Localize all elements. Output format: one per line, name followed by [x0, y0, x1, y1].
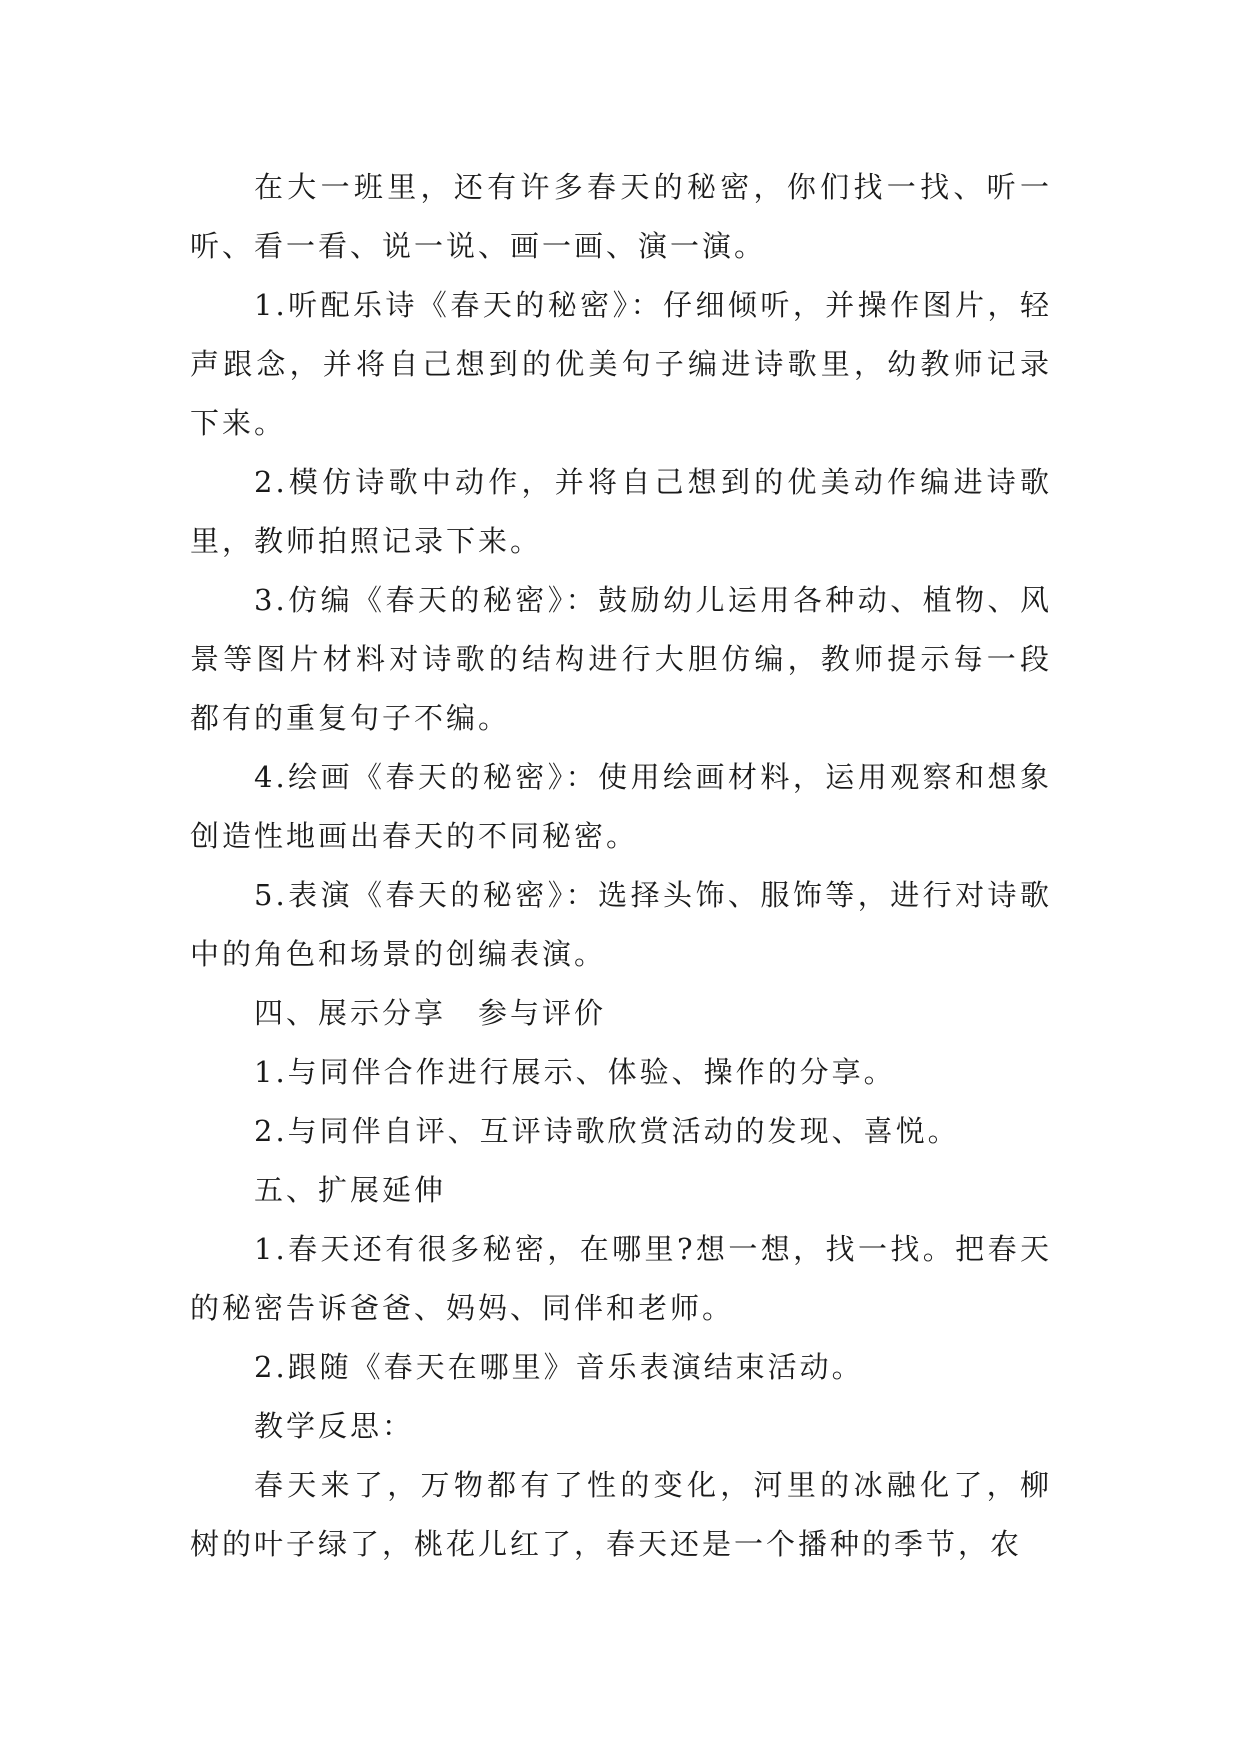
paragraph-reflection: 春天来了，万物都有了性的变化，河里的冰融化了，柳树的叶子绿了，桃花儿红了，春天还是一个播种的季节，农	[190, 1468, 1052, 1561]
paragraph-extend-2: 2.跟随《春天在哪里》音乐表演结束活动。	[254, 1350, 864, 1384]
paragraph-step-3-adapt: 3.仿编《春天的秘密》：鼓励幼儿运用各种动、植物、风景等图片材料对诗歌的结构进行大胆仿编，教师提示每一段都有的重复句子不编。	[190, 583, 1052, 735]
paragraph-step-5-perform: 5.表演《春天的秘密》：选择头饰、服饰等，进行对诗歌中的角色和场景的创编表演。	[190, 878, 1052, 971]
paragraph-share-1: 1.与同伴合作进行展示、体验、操作的分享。	[254, 1055, 896, 1089]
paragraph-extend-1: 1.春天还有很多秘密，在哪里?想一想，找一找。把春天的秘密告诉爸爸、妈妈、同伴和老师。	[190, 1232, 1052, 1325]
section-heading-reflection: 教学反思：	[254, 1409, 415, 1443]
paragraph-share-2: 2.与同伴自评、互评诗歌欣赏活动的发现、喜悦。	[254, 1114, 960, 1148]
document-page	[190, 158, 1052, 1574]
paragraph-step-2-imitate: 2.模仿诗歌中动作，并将自己想到的优美动作编进诗歌里，教师拍照记录下来。	[190, 465, 1052, 558]
section-heading-share: 四、展示分享 参与评价	[254, 996, 607, 1030]
section-heading-extend: 五、扩展延伸	[254, 1173, 447, 1207]
paragraph-step-4-draw: 4.绘画《春天的秘密》：使用绘画材料，运用观察和想象创造性地画出春天的不同秘密。	[190, 760, 1052, 853]
paragraph-intro: 在大一班里，还有许多春天的秘密，你们找一找、听一听、看一看、说一说、画一画、演一演。	[190, 170, 1052, 263]
paragraph-step-1-listen: 1.听配乐诗《春天的秘密》：仔细倾听，并操作图片，轻声跟念，并将自己想到的优美句子编进诗歌里，幼教师记录下来。	[190, 288, 1052, 440]
